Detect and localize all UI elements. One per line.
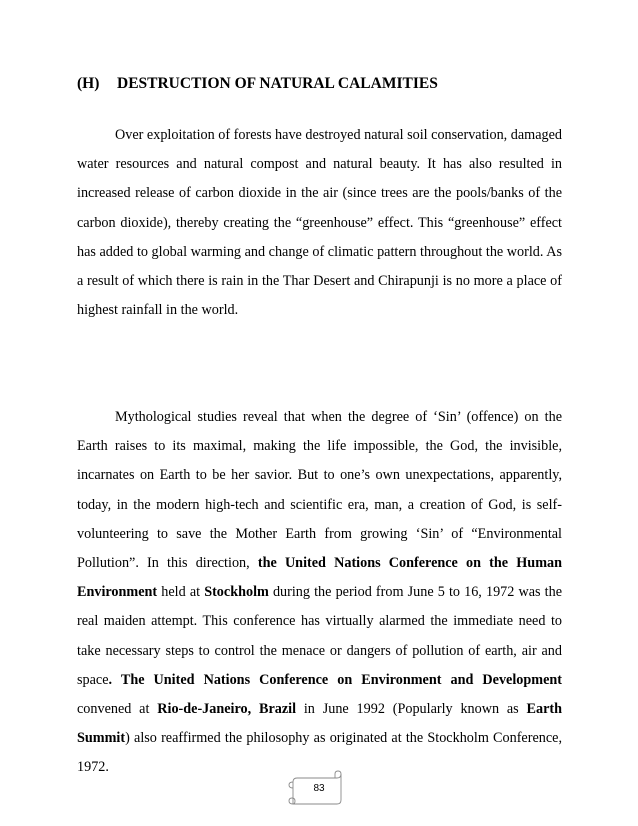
p2-bold-stockholm: Stockholm: [204, 584, 269, 601]
section-number: (H): [77, 75, 100, 92]
p2-text-5: in June 1992 (Popularly known as: [296, 701, 527, 718]
page-number: 83: [313, 783, 325, 794]
section-title: DESTRUCTION OF NATURAL CALAMITIES: [117, 75, 438, 92]
section-heading: [77, 74, 577, 94]
p2-text-2: held at: [157, 584, 205, 601]
p2-bold-rio: Rio-de-Janeiro, Brazil: [157, 701, 297, 718]
p2-bold-un-conference-environment-development: . The United Nations Conference on Environment and Development: [108, 671, 562, 688]
p2-text-3: during the period from June 5 to 16, 1972 was the real maiden attempt. This conference has virtually alarmed the immediate need to take necessary steps to control the menace or dangers of pollution of earth, air and space: [77, 584, 562, 688]
p2-text-4: convened at: [77, 701, 158, 718]
page-number-scroll: [285, 770, 347, 808]
p2-text-6: ) also reaffirmed the philosophy as originated at the Stockholm Conference, 1972.: [77, 730, 562, 776]
p2-text-1: Mythological studies reveal that when the degree of ‘Sin’ (offence) on the Earth raises to its maximal, making the life impossible, the God, the invisible, incarnates on Earth to be her savior. But to one’s own unexpectations, apparently, today, in the modern high-tech and scientific era, man, a creation of God, is self-volunteering to save the Mother Earth from growing ‘Sin’ of “Environmental Pollution”. In this direction,: [77, 409, 562, 572]
p2-bold-un-conference-human-environment: the United Nations Conference on the Human Environment: [77, 555, 562, 601]
paragraph-2: [77, 403, 562, 783]
p2-bold-earth-summit: Earth Summit: [77, 701, 562, 747]
paragraph-1: Over exploitation of forests have destroyed natural soil conservation, damaged water resources and natural compost and natural beauty. It has also resulted in increased release of carbon dioxide in the air (since trees are the pools/banks of the carbon dioxide), thereby creating the “greenhouse” effect. This “greenhouse” effect has added to global warming and change of climatic pattern throughout the world. As a result of which there is rain in the Thar Desert and Chirapunji is no more a place of highest rainfall in the world.: [77, 127, 562, 319]
